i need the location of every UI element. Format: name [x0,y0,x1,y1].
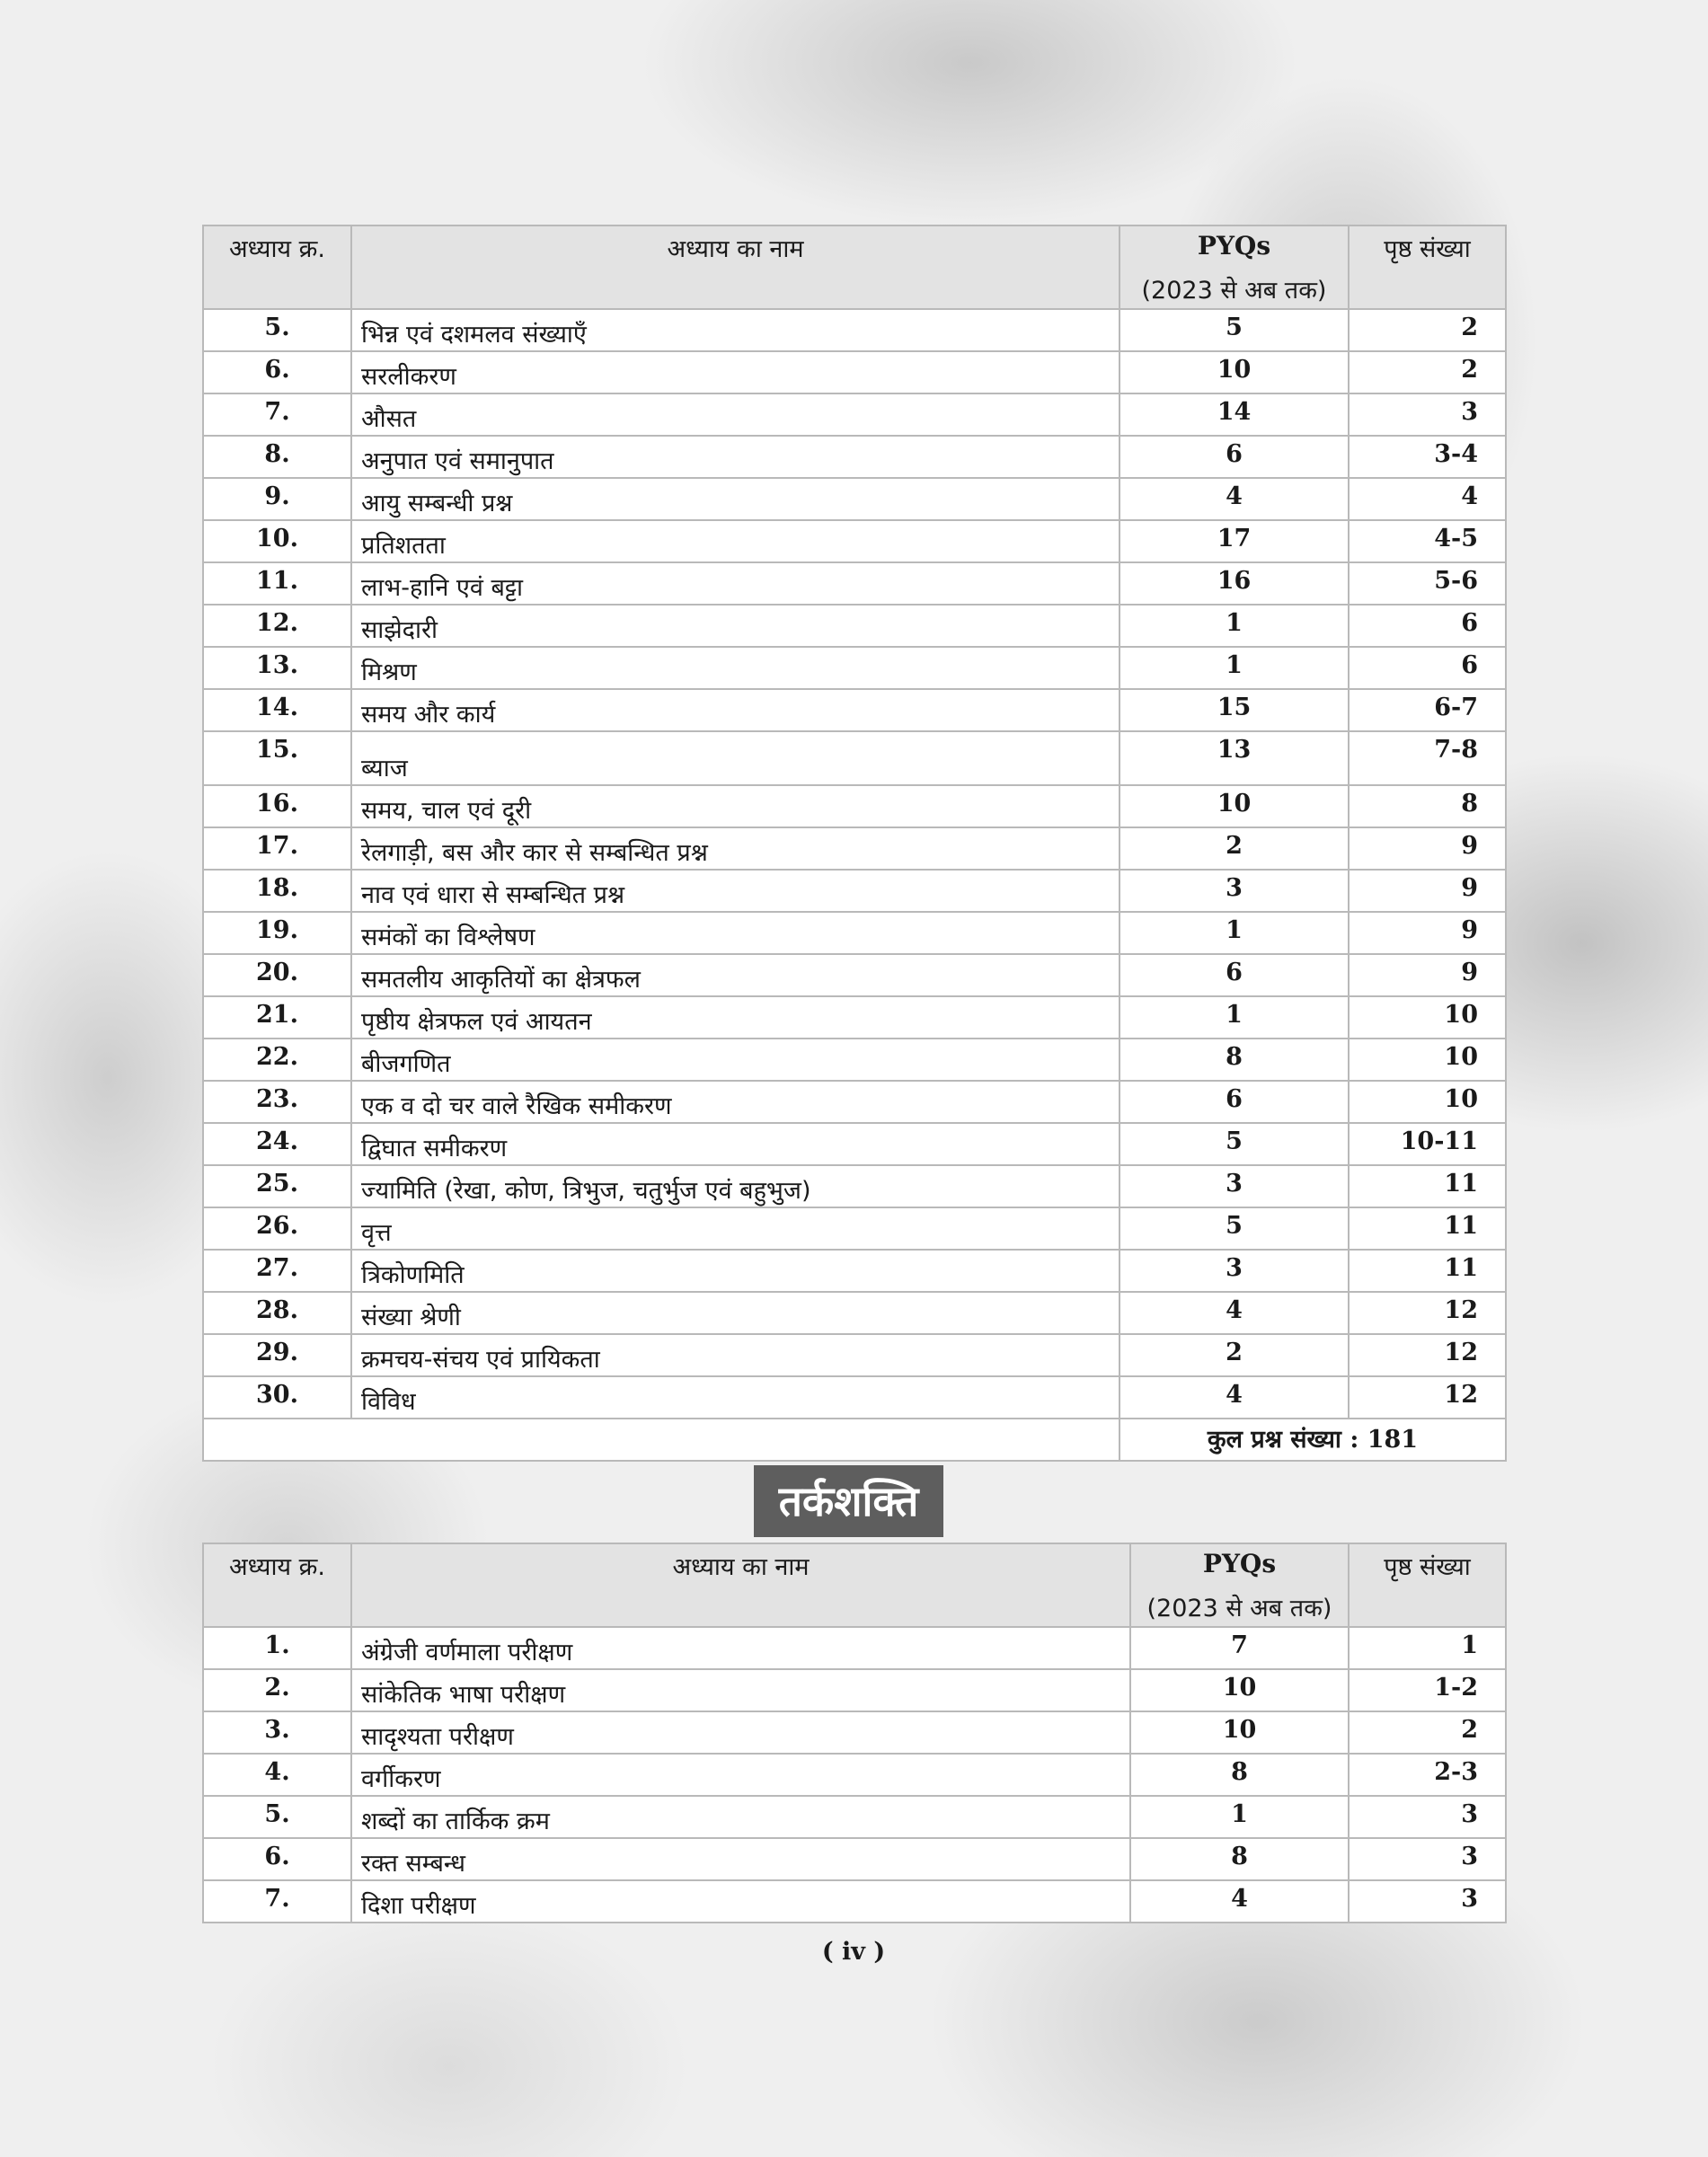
page-range: 1-2 [1349,1669,1506,1711]
chapter-number: 16. [203,785,351,827]
pyq-count: 4 [1130,1880,1349,1923]
table-row [203,1754,1506,1796]
pyq-count: 10 [1119,785,1349,827]
table-row [203,731,1506,785]
page-range: 8 [1349,785,1506,827]
pyq-count: 8 [1130,1838,1349,1880]
chapter-number: 22. [203,1039,351,1081]
page-range: 6 [1349,605,1506,647]
table-row [203,1838,1506,1880]
chapter-name: अनुपात एवं समानुपात [351,436,1119,478]
chapter-number: 27. [203,1250,351,1292]
pyq-count: 4 [1119,1376,1349,1419]
page-range: 1 [1349,1627,1506,1669]
table-row [203,785,1506,827]
page-range: 11 [1349,1165,1506,1207]
pyq-count: 1 [1119,996,1349,1039]
page-range: 10 [1349,1081,1506,1123]
chapters-table-maths [202,225,1505,1462]
table-row [203,436,1506,478]
page-number: ( iv ) [821,1938,886,1966]
total-row [203,1419,1506,1461]
chapter-name: एक व दो चर वाले रैखिक समीकरण [351,1081,1119,1123]
chapter-number: 7. [203,393,351,436]
page-range: 7-8 [1349,731,1506,785]
table-row [203,1207,1506,1250]
chapter-name: प्रतिशतता [351,520,1119,562]
chapter-name: साझेदारी [351,605,1119,647]
page-range: 12 [1349,1334,1506,1376]
header-page-no: पृष्ठ संख्या [1349,225,1506,309]
page-range: 6-7 [1349,689,1506,731]
table-row [203,1669,1506,1711]
chapter-number: 17. [203,827,351,870]
chapter-number: 9. [203,478,351,520]
page-range: 9 [1349,912,1506,954]
chapter-name: वृत्त [351,1207,1119,1250]
page-range: 2 [1349,1711,1506,1754]
chapter-name: सादृश्यता परीक्षण [351,1711,1130,1754]
chapter-number: 28. [203,1292,351,1334]
page-range: 9 [1349,827,1506,870]
header-chapter-name: अध्याय का नाम [351,225,1119,309]
pyq-count: 16 [1119,562,1349,605]
chapter-name: ज्यामिति (रेखा, कोण, त्रिभुज, चतुर्भुज एवं बहुभुज) [351,1165,1119,1207]
chapter-name: त्रिकोणमिति [351,1250,1119,1292]
pyq-count: 3 [1119,870,1349,912]
chapter-number: 7. [203,1880,351,1923]
table-row [203,351,1506,393]
chapter-number: 2. [203,1669,351,1711]
chapter-number: 10. [203,520,351,562]
table-row [203,1250,1506,1292]
pyq-count: 6 [1119,436,1349,478]
chapter-name: क्रमचय-संचय एवं प्रायिकता [351,1334,1119,1376]
header-pyqs [1130,1543,1349,1627]
pyq-count: 6 [1119,1081,1349,1123]
table-row [203,1081,1506,1123]
chapter-name: नाव एवं धारा से सम्बन्धित प्रश्न [351,870,1119,912]
page-range: 3 [1349,1838,1506,1880]
header-pyqs-label: PYQs [1202,1549,1277,1578]
header-pyqs-period: (2023 से अब तक) [1141,277,1327,305]
table-row [203,1627,1506,1669]
page-range: 11 [1349,1250,1506,1292]
chapter-name: लाभ-हानि एवं बट्टा [351,562,1119,605]
pyq-count: 1 [1119,912,1349,954]
chapters-table-reasoning [202,1543,1505,1923]
chapter-name: शब्दों का तार्किक क्रम [351,1796,1130,1838]
table-header-row [203,1543,1506,1627]
table-row [203,647,1506,689]
page-range: 2-3 [1349,1754,1506,1796]
page-range: 5-6 [1349,562,1506,605]
table-row [203,1039,1506,1081]
page-range: 3 [1349,1880,1506,1923]
pyq-count: 17 [1119,520,1349,562]
header-pyqs-label: PYQs [1197,231,1271,261]
chapter-name: द्विघात समीकरण [351,1123,1119,1165]
pyq-count: 8 [1130,1754,1349,1796]
table-header-row [203,225,1506,309]
page-range: 2 [1349,309,1506,351]
chapter-number: 30. [203,1376,351,1419]
pyq-count: 7 [1130,1627,1349,1669]
chapter-name: समय और कार्य [351,689,1119,731]
pyq-count: 4 [1119,478,1349,520]
chapter-number: 29. [203,1334,351,1376]
table-row [203,520,1506,562]
chapter-number: 14. [203,689,351,731]
pyq-count: 15 [1119,689,1349,731]
chapter-name: पृष्ठीय क्षेत्रफल एवं आयतन [351,996,1119,1039]
chapter-name: आयु सम्बन्धी प्रश्न [351,478,1119,520]
pyq-count: 6 [1119,954,1349,996]
page-range: 3 [1349,393,1506,436]
page-range: 3 [1349,1796,1506,1838]
header-pyqs [1119,225,1349,309]
chapter-number: 26. [203,1207,351,1250]
chapter-name: विविध [351,1376,1119,1419]
header-chapter-name: अध्याय का नाम [351,1543,1130,1627]
header-pyqs-period: (2023 से अब तक) [1146,1595,1332,1622]
total-questions [1119,1419,1506,1461]
chapter-number: 25. [203,1165,351,1207]
chapter-number: 3. [203,1711,351,1754]
chapter-number: 1. [203,1627,351,1669]
header-chapter-no: अध्याय क्र. [203,1543,351,1627]
page-range: 12 [1349,1292,1506,1334]
page-range: 11 [1349,1207,1506,1250]
pyq-count: 10 [1130,1669,1349,1711]
pyq-count: 4 [1119,1292,1349,1334]
chapter-name: अंग्रेजी वर्णमाला परीक्षण [351,1627,1130,1669]
page-range: 9 [1349,954,1506,996]
chapter-name: रक्त सम्बन्ध [351,1838,1130,1880]
table-row [203,605,1506,647]
chapter-name: भिन्न एवं दशमलव संख्याएँ [351,309,1119,351]
chapter-name: ब्याज [351,731,1119,785]
table-row [203,954,1506,996]
chapter-number: 11. [203,562,351,605]
table-row [203,870,1506,912]
table-row [203,689,1506,731]
table-row [203,996,1506,1039]
chapter-number: 19. [203,912,351,954]
chapter-number: 24. [203,1123,351,1165]
chapter-number: 5. [203,309,351,351]
chapter-name: समय, चाल एवं दूरी [351,785,1119,827]
page-range: 3-4 [1349,436,1506,478]
table-row [203,912,1506,954]
pyq-count: 5 [1119,1207,1349,1250]
chapter-name: सांकेतिक भाषा परीक्षण [351,1669,1130,1711]
pyq-count: 1 [1119,605,1349,647]
chapter-name: सरलीकरण [351,351,1119,393]
table-row [203,1292,1506,1334]
table-row [203,309,1506,351]
chapter-name: वर्गीकरण [351,1754,1130,1796]
page-range: 10-11 [1349,1123,1506,1165]
header-page-no: पृष्ठ संख्या [1349,1543,1506,1627]
table-row [203,1711,1506,1754]
pyq-count: 10 [1119,351,1349,393]
chapter-number: 20. [203,954,351,996]
page-range: 4-5 [1349,520,1506,562]
total-label: कुल प्रश्न संख्या [1207,1426,1341,1454]
pyq-count: 2 [1119,827,1349,870]
chapter-number: 4. [203,1754,351,1796]
pyq-count: 5 [1119,1123,1349,1165]
pyq-count: 10 [1130,1711,1349,1754]
chapter-number: 21. [203,996,351,1039]
table-row [203,1376,1506,1419]
chapter-number: 6. [203,351,351,393]
pyq-count: 3 [1119,1165,1349,1207]
total-row-blank [203,1419,1119,1461]
chapter-number: 15. [203,731,351,785]
page-range: 2 [1349,351,1506,393]
pyq-count: 1 [1130,1796,1349,1838]
section-title-reasoning: तर्कशक्ति [754,1465,943,1537]
chapter-name: बीजगणित [351,1039,1119,1081]
pyq-count: 8 [1119,1039,1349,1081]
chapter-name: रेलगाड़ी, बस और कार से सम्बन्धित प्रश्न [351,827,1119,870]
page-range: 10 [1349,996,1506,1039]
table-row [203,1796,1506,1838]
chapter-name: समतलीय आकृतियों का क्षेत्रफल [351,954,1119,996]
chapter-number: 23. [203,1081,351,1123]
chapter-name: मिश्रण [351,647,1119,689]
pyq-count: 5 [1119,309,1349,351]
table-row [203,478,1506,520]
chapter-name: संख्या श्रेणी [351,1292,1119,1334]
chapter-number: 5. [203,1796,351,1838]
table-row [203,1334,1506,1376]
page-range: 10 [1349,1039,1506,1081]
pyq-count: 1 [1119,647,1349,689]
table-row [203,1123,1506,1165]
page-range: 12 [1349,1376,1506,1419]
chapter-number: 8. [203,436,351,478]
pyq-count: 13 [1119,731,1349,785]
page-range: 6 [1349,647,1506,689]
chapter-number: 18. [203,870,351,912]
table-row [203,827,1506,870]
chapter-number: 6. [203,1838,351,1880]
table-row [203,562,1506,605]
chapter-number: 13. [203,647,351,689]
header-chapter-no: अध्याय क्र. [203,225,351,309]
page-range: 4 [1349,478,1506,520]
table-row [203,1880,1506,1923]
total-value: : 181 [1350,1426,1419,1454]
table-row [203,393,1506,436]
pyq-count: 3 [1119,1250,1349,1292]
pyq-count: 2 [1119,1334,1349,1376]
pyq-count: 14 [1119,393,1349,436]
chapter-name: समंकों का विश्लेषण [351,912,1119,954]
table-row [203,1165,1506,1207]
page-range: 9 [1349,870,1506,912]
chapter-name: औसत [351,393,1119,436]
chapter-number: 12. [203,605,351,647]
chapter-name: दिशा परीक्षण [351,1880,1130,1923]
